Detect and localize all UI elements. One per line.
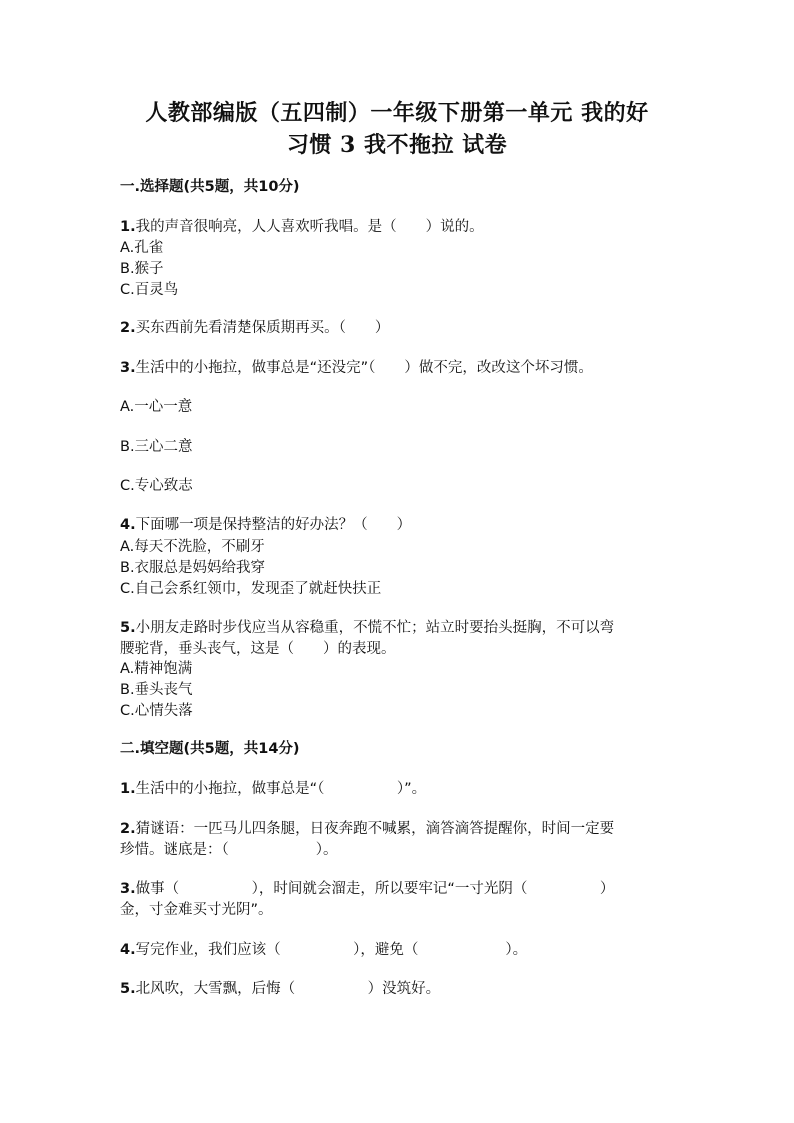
question-number: 3. [120, 360, 136, 376]
s1-q5-option-c: C.心情失落 [120, 703, 193, 719]
s2-question-4 [120, 940, 527, 960]
question-text: 做事（ ），时间就会溜走，所以要牢记“一寸光阴（ ） [135, 881, 615, 897]
s2-q2-text-line-2: 珍惜。谜底是：（ ）。 [120, 842, 338, 858]
question-text: 下面哪一项是保持整洁的好办法？（ ） [135, 517, 412, 533]
s1-q5-option-a: A.精神饱满 [120, 661, 193, 677]
s2-question-1 [120, 779, 426, 799]
s1-q4-option-c: C.自己会系红领巾，发现歪了就赶快扶正 [120, 581, 382, 597]
question-text: 猜谜语：一匹马儿四条腿，日夜奔跑不喊累，滴答滴答提醒你，时间一定要 [135, 821, 615, 837]
exam-title-line-1: 人教部编版（五四制）一年级下册第一单元 我的好 [145, 100, 649, 126]
section-1-heading: 一.选择题(共5题，共10分) [120, 179, 300, 195]
s1-q3-option-b: B.三心二意 [120, 439, 193, 455]
question-number: 5. [120, 620, 136, 636]
question-number: 2. [120, 320, 136, 336]
s1-q1-option-a: A.孔雀 [120, 240, 164, 256]
s1-question-5 [120, 618, 614, 638]
s1-question-1 [120, 217, 484, 237]
question-number: 1. [120, 219, 136, 235]
s1-q1-option-b: B.猴子 [120, 261, 164, 277]
s2-question-5 [120, 979, 440, 999]
question-number: 3. [120, 881, 136, 897]
question-text: 小朋友走路时步伐应当从容稳重，不慌不忙；站立时要抬头挺胸，不可以弯 [135, 620, 615, 636]
question-number: 4. [120, 942, 136, 958]
question-number: 2. [120, 821, 136, 837]
s1-q3-option-a: A.一心一意 [120, 399, 193, 415]
s2-question-3 [120, 879, 614, 899]
s1-question-2 [120, 318, 389, 338]
s1-q3-option-c: C.专心致志 [120, 478, 193, 494]
s1-q4-option-a: A.每天不洗脸，不刷牙 [120, 539, 265, 555]
s1-question-3 [120, 358, 593, 378]
question-text: 写完作业，我们应该（ ），避免（ ）。 [135, 942, 528, 958]
s1-q5-option-b: B.垂头丧气 [120, 682, 193, 698]
section-2-heading: 二.填空题(共5题，共14分) [120, 741, 300, 757]
s2-q3-text-line-2: 金，寸金难买寸光阴”。 [120, 902, 273, 918]
s1-q1-option-c: C.百灵鸟 [120, 282, 179, 298]
question-text: 生活中的小拖拉，做事总是“还没完”（ ）做不完，改改这个坏习惯。 [135, 360, 593, 376]
question-number: 1. [120, 781, 136, 797]
s1-question-4 [120, 515, 411, 535]
s1-q5-text-line-2: 腰驼背，垂头丧气，这是（ ）的表现。 [120, 641, 396, 657]
question-text: 生活中的小拖拉，做事总是“（ ）”。 [135, 781, 427, 797]
exam-title-line-2: 习惯 3 我不拖拉 试卷 [286, 132, 508, 158]
question-number: 5. [120, 981, 136, 997]
question-number: 4. [120, 517, 136, 533]
s2-question-2 [120, 819, 614, 839]
question-text: 北风吹，大雪飘，后悔（ ）没筑好。 [135, 981, 441, 997]
question-text: 买东西前先看清楚保质期再买。（ ） [135, 320, 390, 336]
s1-q4-option-b: B.衣服总是妈妈给我穿 [120, 560, 266, 576]
question-text: 我的声音很响亮，人人喜欢听我唱。是（ ）说的。 [135, 219, 484, 235]
